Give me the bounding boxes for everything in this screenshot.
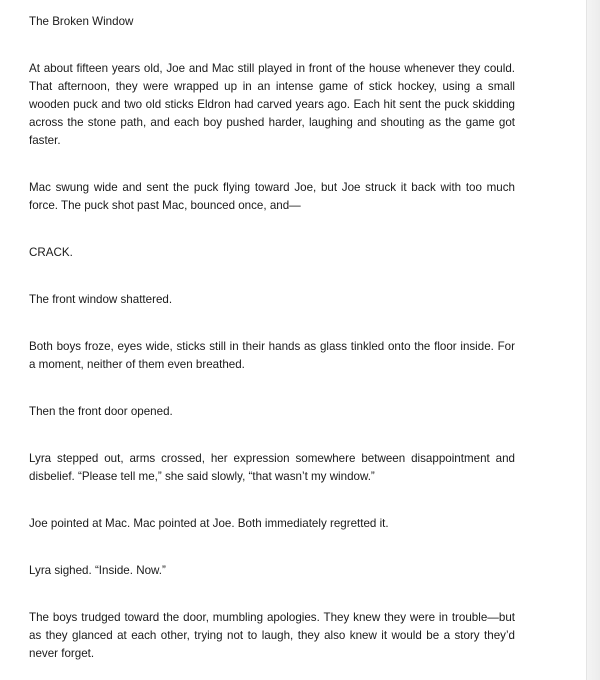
document-title: The Broken Window xyxy=(29,15,134,28)
paragraph-3: CRACK. xyxy=(29,246,73,259)
paragraph-4: The front window shattered. xyxy=(29,293,173,306)
paragraph-7: Lyra stepped out, arms crossed, her expression somewhere between disappointment and disbelief. “Please tell me,” she said slowly, “that wasn’t my window.” xyxy=(29,452,515,483)
paragraph-8: Joe pointed at Mac. Mac pointed at Joe. Both immediately regretted it. xyxy=(29,517,389,530)
paragraph-2: Mac swung wide and sent the puck flying toward Joe, but Joe struck it back with too much force. The puck shot past Mac, bounced once, and— xyxy=(29,181,515,212)
paragraph-6: Then the front door opened. xyxy=(29,405,173,418)
paragraph-1: At about fifteen years old, Joe and Mac still played in front of the house whenever they could. That afternoon, they were wrapped up in an intense game of stick hockey, using a small wooden puck and two old sticks Eldron had carved years ago. Each hit sent the puck skidding across the stone path, and each boy pushed harder, laughing and shouting as the game got faster. xyxy=(29,62,515,147)
paragraph-5: Both boys froze, eyes wide, sticks still in their hands as glass tinkled onto the floor inside. For a moment, neither of them even breathed. xyxy=(29,340,515,371)
scrollbar-track[interactable] xyxy=(586,0,600,680)
paragraph-10: The boys trudged toward the door, mumbling apologies. They knew they were in trouble—but as they glanced at each other, trying not to laugh, they also knew it would be a story they’d never forget. xyxy=(29,611,515,660)
paragraph-9: Lyra sighed. “Inside. Now.” xyxy=(29,564,166,577)
document-body xyxy=(29,13,515,663)
